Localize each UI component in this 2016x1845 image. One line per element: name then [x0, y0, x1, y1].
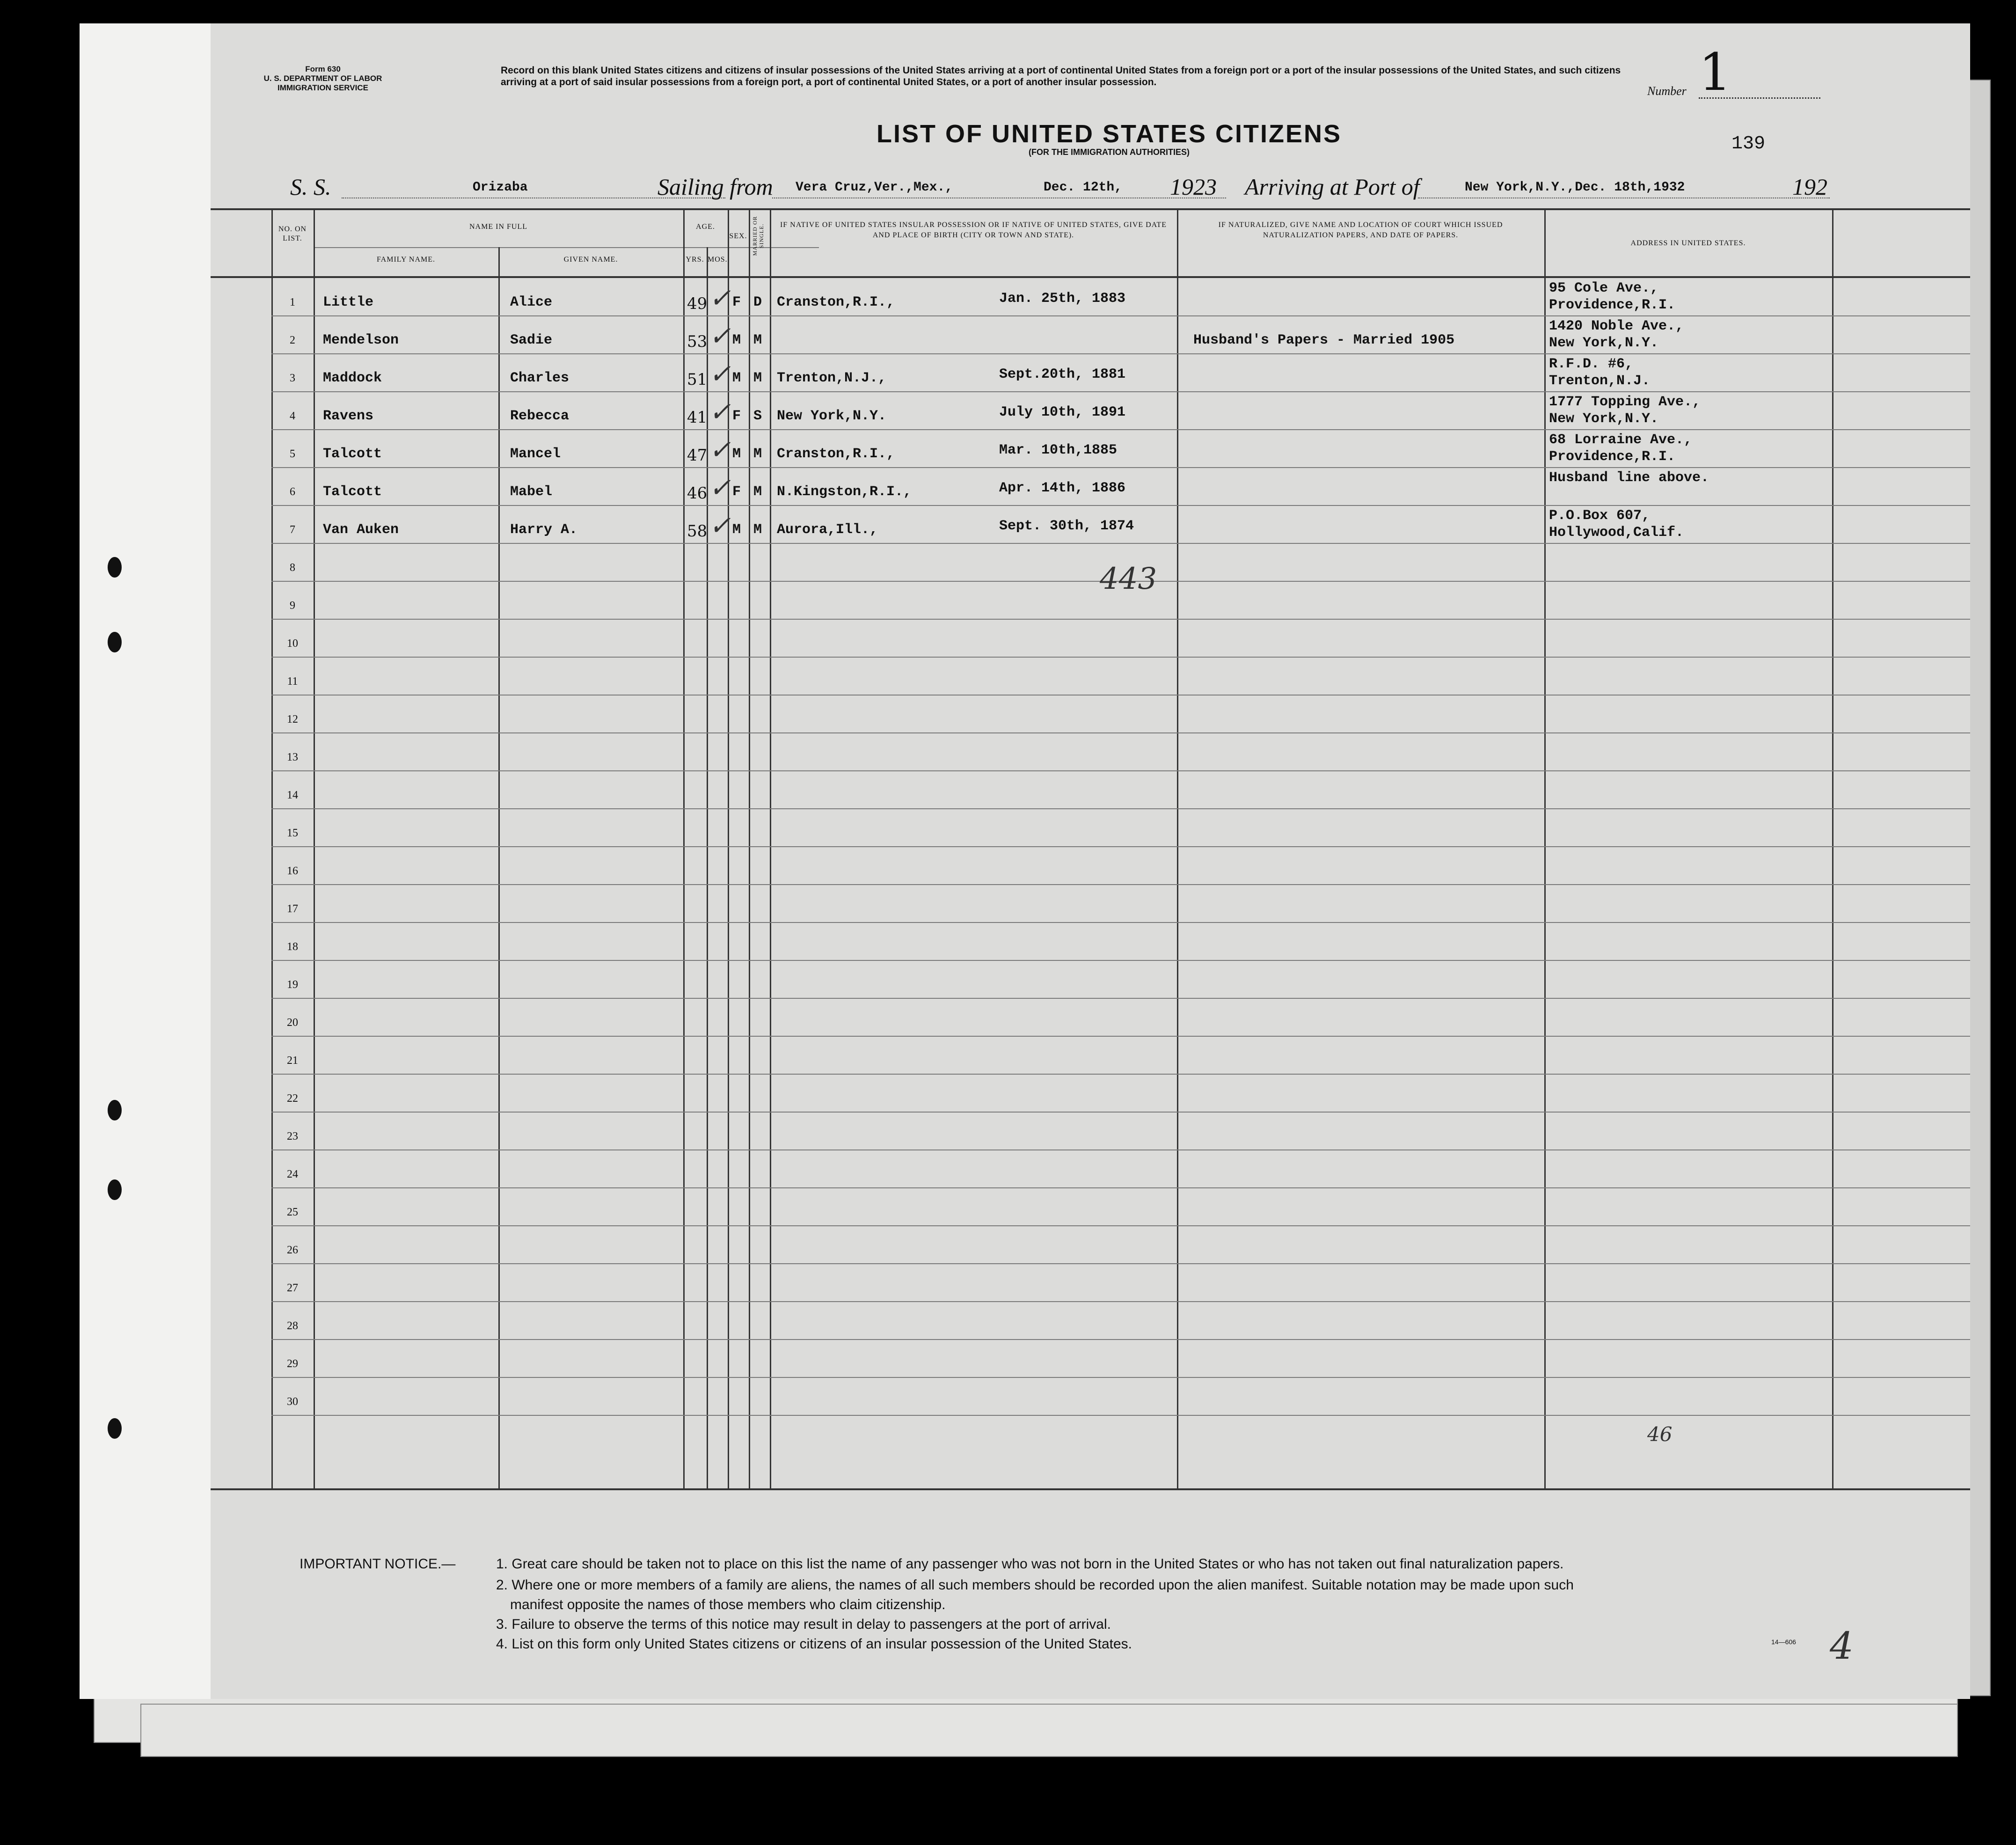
form-info [225, 65, 421, 93]
arriving-label: Arriving at Port of [1245, 174, 1420, 200]
col-rule [498, 247, 500, 1490]
marital-status-cell: M [753, 370, 762, 386]
row-rule [271, 1149, 1970, 1150]
sailing-label: Sailing from [657, 174, 773, 200]
row-rule [271, 846, 1970, 847]
col-birth: IF NATIVE OF UNITED STATES INSULAR POSSESSION OR IF NATIVE OF UNITED STATES, GIVE DATE AND PLACE OF BIRTH (CITY OR TOWN AND STATE). [780, 221, 1167, 239]
instructions: Record on this blank United States citizens and citizens of insular possessions of the United States arriving at a port of continental United States from a foreign port or a port of the insular possessions of the United States, and such citizens arriving at a port of said insular possessions from a foreign port, a port of continental United States, or a port of another insular possession. [501, 65, 1621, 88]
col-rule [683, 208, 685, 1490]
notice-heading: IMPORTANT NOTICE.— [299, 1556, 456, 1572]
checkmark-icon: ✓ [709, 473, 731, 503]
notice-item: 1. Great care should be taken not to place on this list the name of any passenger who was not born in the United States or who has not taken out final naturalization papers. [496, 1556, 1564, 1572]
marital-status-cell: S [753, 408, 762, 424]
marital-status-cell: M [753, 446, 762, 462]
age-years-cell: 46 [687, 484, 708, 503]
row-number: 11 [287, 675, 298, 688]
row-number: 30 [287, 1396, 298, 1408]
row-rule [271, 1263, 1970, 1264]
birth-place-cell: New York,N.Y. [777, 408, 887, 424]
sex-cell: M [732, 370, 741, 386]
address-line1-cell: 95 Cole Ave., [1549, 280, 1659, 296]
page-title: LIST OF UNITED STATES CITIZENS [877, 120, 1342, 148]
row-number: 15 [287, 827, 298, 839]
col-age: AGE. [696, 223, 715, 231]
age-years-cell: 49 [687, 294, 708, 313]
family-name-cell: Little [323, 294, 374, 310]
checkmark-icon: ✓ [709, 359, 731, 389]
notice-item: 4. List on this form only United States citizens or citizens of an insular possession of the United States. [496, 1636, 1132, 1652]
checkmark-icon: ✓ [709, 397, 731, 427]
row-rule [271, 808, 1970, 809]
row-rule [271, 1225, 1970, 1226]
sex-cell: M [732, 332, 741, 348]
address-line1-cell: 68 Lorraine Ave., [1549, 432, 1693, 448]
age-years-cell: 51 [687, 370, 708, 389]
given-name-cell: Alice [510, 294, 553, 310]
table-bottom-rule [211, 1488, 1970, 1490]
row-rule [271, 657, 1970, 658]
row-number: 4 [290, 410, 295, 422]
row-number: 29 [287, 1358, 298, 1370]
row-number: 13 [287, 751, 298, 763]
from-port: Vera Cruz,Ver.,Mex., [796, 180, 953, 195]
manifest-page [80, 23, 1970, 1699]
row-rule [271, 1112, 1970, 1113]
notice-item: manifest opposite the names of those members who claim citizenship. [510, 1597, 946, 1612]
row-rule [271, 1036, 1970, 1037]
age-years-cell: 47 [687, 446, 708, 465]
row-rule [271, 391, 1970, 392]
col-rule [707, 247, 708, 1490]
notice-item: 3. Failure to observe the terms of this notice may result in delay to passengers at the port of arrival. [496, 1617, 1111, 1632]
address-line2-cell: New York,N.Y. [1549, 411, 1659, 427]
col-rule [1177, 208, 1178, 1490]
given-name-cell: Rebecca [510, 408, 570, 424]
handwritten-note: 443 [1100, 562, 1157, 596]
row-number: 18 [287, 941, 298, 953]
page-stamp: 139 [1731, 133, 1766, 154]
row-number: 26 [287, 1244, 298, 1256]
marital-status-cell: M [753, 484, 762, 500]
row-rule [271, 732, 1970, 733]
col-address: ADDRESS IN UNITED STATES. [1630, 239, 1746, 247]
row-rule [271, 505, 1970, 506]
row-rule [271, 619, 1970, 620]
row-rule [271, 1339, 1970, 1340]
ship-name: Orizaba [473, 180, 528, 195]
age-years-cell: 53 [687, 332, 708, 351]
address-line1-cell: Husband line above. [1549, 470, 1709, 486]
row-number: 17 [287, 903, 298, 915]
punch-hole [108, 1100, 122, 1120]
row-rule [271, 695, 1970, 696]
family-name-cell: Mendelson [323, 332, 399, 348]
row-rule [271, 922, 1970, 923]
birth-date-cell: Sept.20th, 1881 [999, 366, 1126, 382]
row-rule [271, 429, 1970, 430]
family-name-cell: Talcott [323, 446, 382, 462]
punch-hole [108, 1179, 122, 1200]
row-number: 14 [287, 789, 298, 801]
notice-item: 2. Where one or more members of a family are aliens, the names of all such members should be recorded upon the alien manifest. Suitable notation may be made upon such [496, 1577, 1574, 1593]
col-rule [1832, 208, 1833, 1490]
margin-mark: 46 [1647, 1423, 1673, 1446]
row-number: 12 [287, 713, 298, 725]
row-number: 25 [287, 1206, 298, 1218]
row-number: 28 [287, 1320, 298, 1332]
corner-mark: 4 [1830, 1624, 1854, 1668]
year-label: 1923 [1170, 174, 1217, 200]
sex-cell: F [732, 408, 741, 424]
col-rule [314, 208, 315, 1490]
given-name-cell: Mabel [510, 484, 553, 500]
punch-hole [108, 632, 122, 652]
row-rule [271, 315, 1970, 316]
address-line1-cell: R.F.D. #6, [1549, 356, 1634, 372]
col-given-name: GIVEN NAME. [563, 256, 618, 264]
col-rule [271, 208, 273, 1490]
row-number: 24 [287, 1168, 298, 1180]
ss-label: S. S. [290, 174, 331, 200]
form-number: Form 630 [305, 65, 341, 73]
checkmark-icon: ✓ [709, 435, 731, 465]
col-mos: MOS. [708, 256, 728, 264]
sex-cell: F [732, 294, 741, 310]
row-rule [271, 467, 1970, 468]
row-rule [271, 543, 1970, 544]
punch-hole [108, 1418, 122, 1439]
family-name-cell: Maddock [323, 370, 382, 386]
birth-place-cell: Aurora,Ill., [777, 522, 878, 538]
address-line2-cell: New York,N.Y. [1549, 335, 1659, 351]
address-line2-cell: Providence,R.I. [1549, 449, 1676, 465]
address-line2-cell: Trenton,N.J. [1549, 373, 1651, 389]
address-line2-cell: Hollywood,Calif. [1549, 525, 1684, 541]
row-number: 22 [287, 1092, 298, 1105]
age-years-cell: 41 [687, 408, 708, 427]
col-yrs: YRS. [686, 256, 704, 264]
given-name-cell: Sadie [510, 332, 553, 348]
page-margin [80, 23, 211, 1699]
row-rule [271, 1074, 1970, 1075]
name-subhead-rule [314, 247, 819, 248]
row-rule [271, 1301, 1970, 1302]
table-top-rule [211, 208, 1970, 210]
row-number: 3 [290, 372, 295, 384]
sex-cell: F [732, 484, 741, 500]
checkmark-icon: ✓ [709, 511, 731, 541]
row-number: 5 [290, 448, 295, 460]
number-rule [1699, 97, 1820, 99]
row-number: 9 [290, 600, 295, 612]
age-years-cell: 58 [687, 522, 708, 541]
row-rule [271, 1415, 1970, 1416]
sex-cell: M [732, 446, 741, 462]
punch-hole [108, 557, 122, 578]
birth-date-cell: Apr. 14th, 1886 [999, 480, 1126, 496]
row-number: 2 [290, 334, 295, 346]
address-line1-cell: 1420 Noble Ave., [1549, 318, 1684, 334]
number-label: Number [1647, 84, 1687, 98]
row-number: 21 [287, 1054, 298, 1067]
birth-place-cell: Cranston,R.I., [777, 294, 895, 310]
row-number: 23 [287, 1130, 298, 1142]
family-name-cell: Talcott [323, 484, 382, 500]
given-name-cell: Charles [510, 370, 570, 386]
birth-place-cell: N.Kingston,R.I., [777, 484, 912, 500]
row-number: 20 [287, 1017, 298, 1029]
family-name-cell: Van Auken [323, 522, 399, 538]
col-married: MARRIED OR SINGLE. [752, 216, 765, 256]
address-line2-cell: Providence,R.I. [1549, 297, 1676, 313]
row-number: 1 [290, 296, 295, 308]
col-sex: SEX. [729, 232, 747, 240]
col-rule [1544, 208, 1546, 1490]
birth-place-cell: Trenton,N.J., [777, 370, 887, 386]
number-value: 1 [1699, 42, 1731, 102]
checkmark-icon: ✓ [709, 283, 731, 314]
row-rule [271, 770, 1970, 771]
marital-status-cell: M [753, 332, 762, 348]
form-code: 14—606 [1771, 1638, 1796, 1646]
department: U. S. DEPARTMENT OF LABOR [263, 74, 382, 83]
col-name-in-full: NAME IN FULL [469, 223, 527, 231]
row-number: 16 [287, 865, 298, 877]
row-rule [271, 884, 1970, 885]
birth-date-cell: July 10th, 1891 [999, 404, 1126, 420]
from-date: Dec. 12th, [1044, 180, 1123, 195]
col-no: NO. ON LIST. [278, 225, 307, 242]
row-number: 27 [287, 1282, 298, 1294]
col-rule [749, 208, 750, 1490]
underlying-sheet [140, 1704, 1958, 1757]
row-number: 10 [287, 637, 298, 650]
year-end: 192 [1792, 174, 1827, 200]
address-line1-cell: 1777 Topping Ave., [1549, 394, 1701, 410]
row-rule [271, 353, 1970, 354]
row-number: 7 [290, 524, 295, 536]
given-name-cell: Mancel [510, 446, 561, 462]
checkmark-icon: ✓ [709, 321, 731, 351]
row-number: 6 [290, 486, 295, 498]
col-rule [770, 208, 771, 1490]
col-family-name: FAMILY NAME. [376, 256, 436, 264]
row-rule [271, 960, 1970, 961]
header-bottom-rule [211, 276, 1970, 278]
birth-date-cell: Mar. 10th,1885 [999, 442, 1118, 458]
to-port: New York,N.Y.,Dec. 18th,1932 [1465, 180, 1685, 195]
marital-status-cell: D [753, 294, 762, 310]
row-rule [271, 1187, 1970, 1188]
service: IMMIGRATION SERVICE [278, 83, 368, 92]
row-rule [271, 1377, 1970, 1378]
birth-date-cell: Sept. 30th, 1874 [999, 518, 1134, 534]
given-name-cell: Harry A. [510, 522, 578, 538]
family-name-cell: Ravens [323, 408, 374, 424]
birth-place-cell: Cranston,R.I., [777, 446, 895, 462]
row-number: 8 [290, 562, 295, 574]
col-naturalized: IF NATURALIZED, GIVE NAME AND LOCATION OF COURT WHICH ISSUED NATURALIZATION PAPERS, AND DATE OF PAPERS. [1218, 221, 1503, 239]
address-line1-cell: P.O.Box 607, [1549, 508, 1651, 524]
row-number: 19 [287, 979, 298, 991]
marital-status-cell: M [753, 522, 762, 538]
row-rule [271, 998, 1970, 999]
birth-date-cell: Jan. 25th, 1883 [999, 291, 1126, 307]
page-subtitle: (FOR THE IMMIGRATION AUTHORITIES) [1029, 147, 1190, 157]
sex-cell: M [732, 522, 741, 538]
naturalization-cell: Husband's Papers - Married 1905 [1193, 332, 1455, 348]
